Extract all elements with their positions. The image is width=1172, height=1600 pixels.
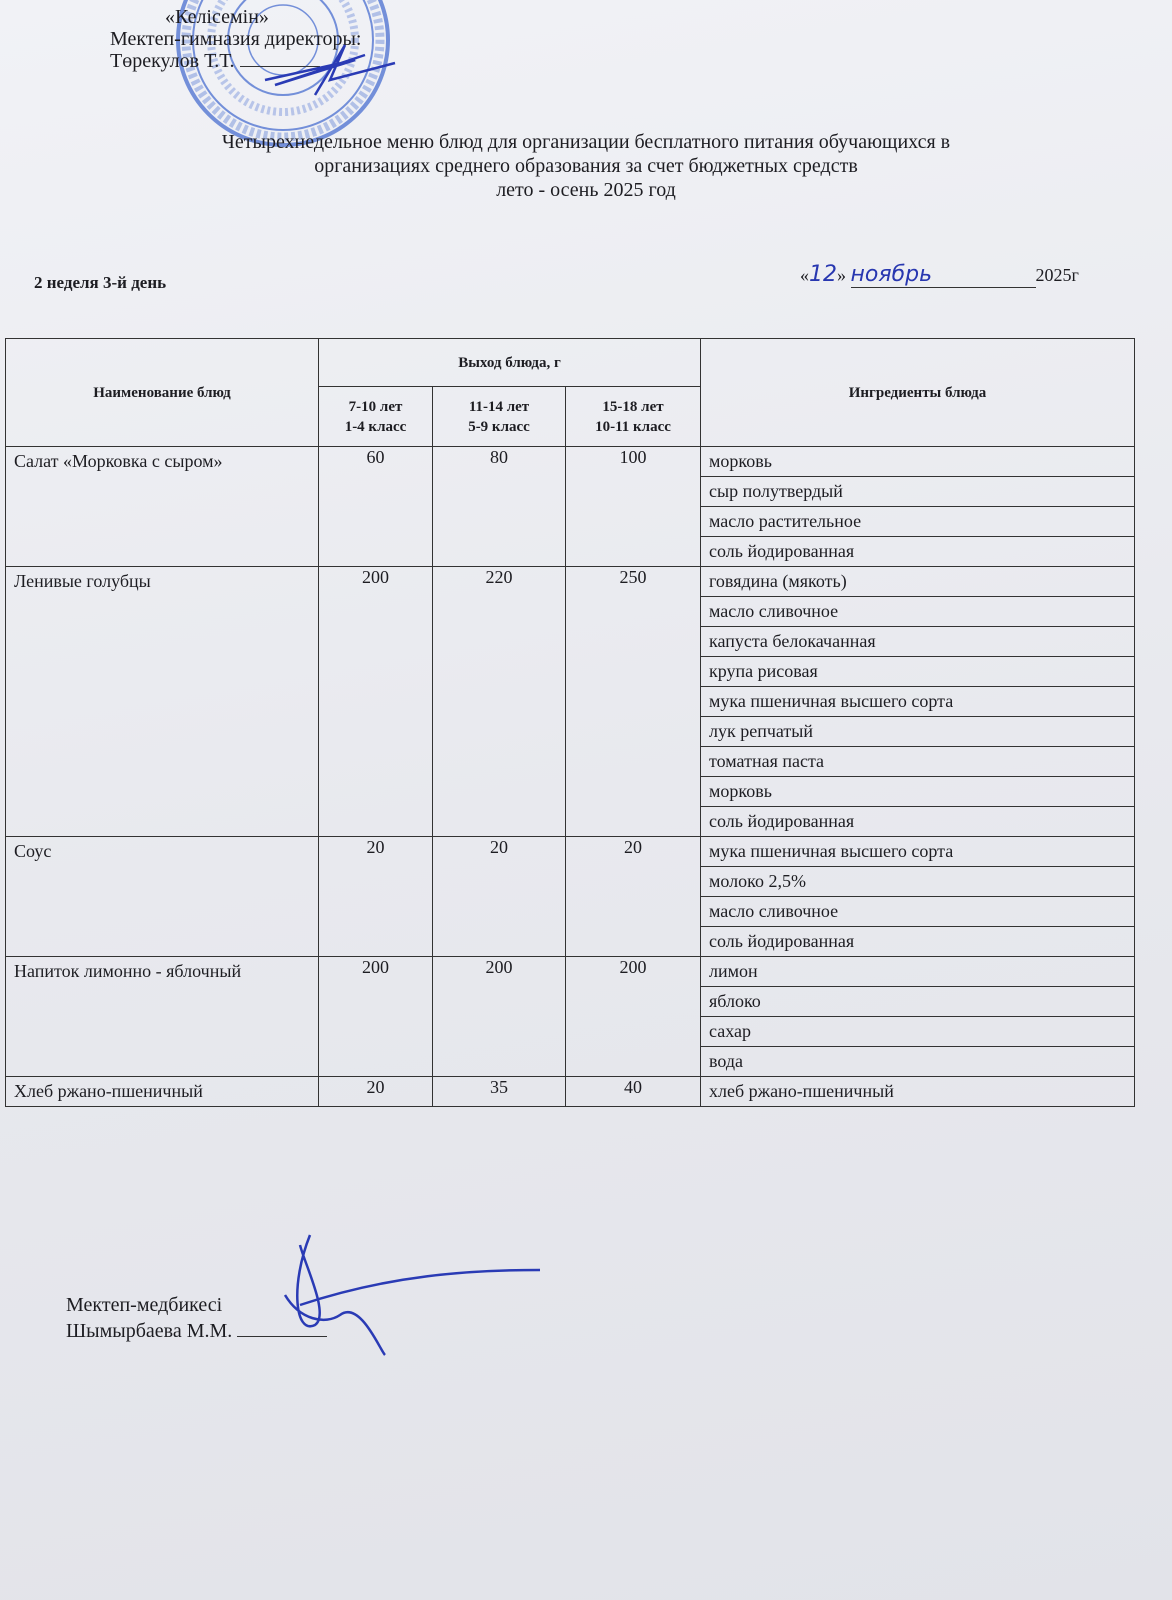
ingredient: соль йодированная bbox=[701, 537, 1135, 567]
age-range: 15-18 лет bbox=[602, 398, 664, 415]
dish-yield: 60 bbox=[319, 447, 433, 567]
table-row bbox=[6, 837, 1135, 867]
dish-yield: 200 bbox=[319, 567, 433, 837]
dish-yield: 20 bbox=[433, 837, 566, 957]
director-signature-icon bbox=[255, 35, 405, 105]
dish-yield: 80 bbox=[433, 447, 566, 567]
header-ingredients: Ингредиенты блюда bbox=[701, 339, 1135, 447]
ingredient: соль йодированная bbox=[701, 927, 1135, 957]
ingredient: масло сливочное bbox=[701, 597, 1135, 627]
ingredient: мука пшеничная высшего сорта bbox=[701, 687, 1135, 717]
date-month: ноябрь bbox=[850, 262, 933, 287]
dish-yield: 40 bbox=[566, 1077, 701, 1107]
ingredient: яблоко bbox=[701, 987, 1135, 1017]
dish-name: Ленивые голубцы bbox=[6, 567, 319, 837]
header-age-1 bbox=[319, 387, 433, 447]
dish-yield: 100 bbox=[566, 447, 701, 567]
date-open-quote: « bbox=[800, 265, 809, 285]
header-dish: Наименование блюд bbox=[6, 339, 319, 447]
grade-range: 5-9 класс bbox=[468, 418, 530, 435]
date-year: 2025г bbox=[1035, 265, 1079, 285]
ingredient: морковь bbox=[701, 447, 1135, 477]
header-age-2 bbox=[433, 387, 566, 447]
nurse-position: Мектеп-медбикесі bbox=[66, 1294, 223, 1316]
nurse-signature-icon bbox=[270, 1225, 560, 1365]
dish-yield: 20 bbox=[566, 837, 701, 957]
ingredient: лимон bbox=[701, 957, 1135, 987]
dish-name: Салат «Морковка с сыром» bbox=[6, 447, 319, 567]
title-line-3: лето - осень 2025 год bbox=[496, 179, 676, 201]
grade-range: 10-11 класс bbox=[595, 418, 671, 435]
dish-yield: 200 bbox=[319, 957, 433, 1077]
approval-position: Мектеп-гимназия директоры: bbox=[110, 28, 362, 50]
date-day: 12 bbox=[809, 262, 837, 287]
dish-yield: 200 bbox=[433, 957, 566, 1077]
dish-yield: 20 bbox=[319, 1077, 433, 1107]
ingredient: мука пшеничная высшего сорта bbox=[701, 837, 1135, 867]
ingredient: крупа рисовая bbox=[701, 657, 1135, 687]
title-line-1: Четырехнедельное меню блюд для организации бесплатного питания обучающихся в bbox=[221, 131, 951, 153]
ingredient: сахар bbox=[701, 1017, 1135, 1047]
week-day: 2 неделя 3-й день bbox=[34, 273, 167, 292]
ingredient: капуста белокачанная bbox=[701, 627, 1135, 657]
table-row bbox=[6, 957, 1135, 987]
approval-name: Төрекулов Т.Т. bbox=[110, 50, 235, 72]
age-range: 11-14 лет bbox=[468, 398, 530, 415]
ingredient: масло растительное bbox=[701, 507, 1135, 537]
ingredient: лук репчатый bbox=[701, 717, 1135, 747]
dish-yield: 220 bbox=[433, 567, 566, 837]
dish-yield: 250 bbox=[566, 567, 701, 837]
document-title bbox=[0, 130, 1172, 202]
header-yield: Выход блюда, г bbox=[319, 339, 701, 387]
age-range: 7-10 лет bbox=[348, 398, 403, 415]
menu-table bbox=[5, 338, 1135, 1107]
title-line-2: организациях среднего образования за счет бюджетных средств bbox=[314, 155, 858, 177]
ingredient: соль йодированная bbox=[701, 807, 1135, 837]
header-age-3 bbox=[566, 387, 701, 447]
ingredient: молоко 2,5% bbox=[701, 867, 1135, 897]
ingredient: говядина (мякоть) bbox=[701, 567, 1135, 597]
ingredient: хлеб ржано-пшеничный bbox=[701, 1077, 1135, 1107]
nurse-name: Шымырбаева М.М. bbox=[66, 1320, 233, 1342]
date-close-quote: » bbox=[837, 265, 846, 285]
table-row bbox=[6, 447, 1135, 477]
grade-range: 1-4 класс bbox=[344, 418, 407, 435]
ingredient: масло сливочное bbox=[701, 897, 1135, 927]
ingredient: сыр полутвердый bbox=[701, 477, 1135, 507]
approval-label: «Келісемін» bbox=[165, 6, 269, 28]
ingredient: вода bbox=[701, 1047, 1135, 1077]
dish-yield: 20 bbox=[319, 837, 433, 957]
dish-name: Напиток лимонно - яблочный bbox=[6, 957, 319, 1077]
dish-yield: 35 bbox=[433, 1077, 566, 1107]
ingredient: томатная паста bbox=[701, 747, 1135, 777]
table-row bbox=[6, 1077, 1135, 1107]
dish-name: Соус bbox=[6, 837, 319, 957]
date-field bbox=[800, 262, 1079, 288]
dish-yield: 200 bbox=[566, 957, 701, 1077]
dish-name: Хлеб ржано-пшеничный bbox=[6, 1077, 319, 1107]
ingredient: морковь bbox=[701, 777, 1135, 807]
table-row bbox=[6, 567, 1135, 597]
